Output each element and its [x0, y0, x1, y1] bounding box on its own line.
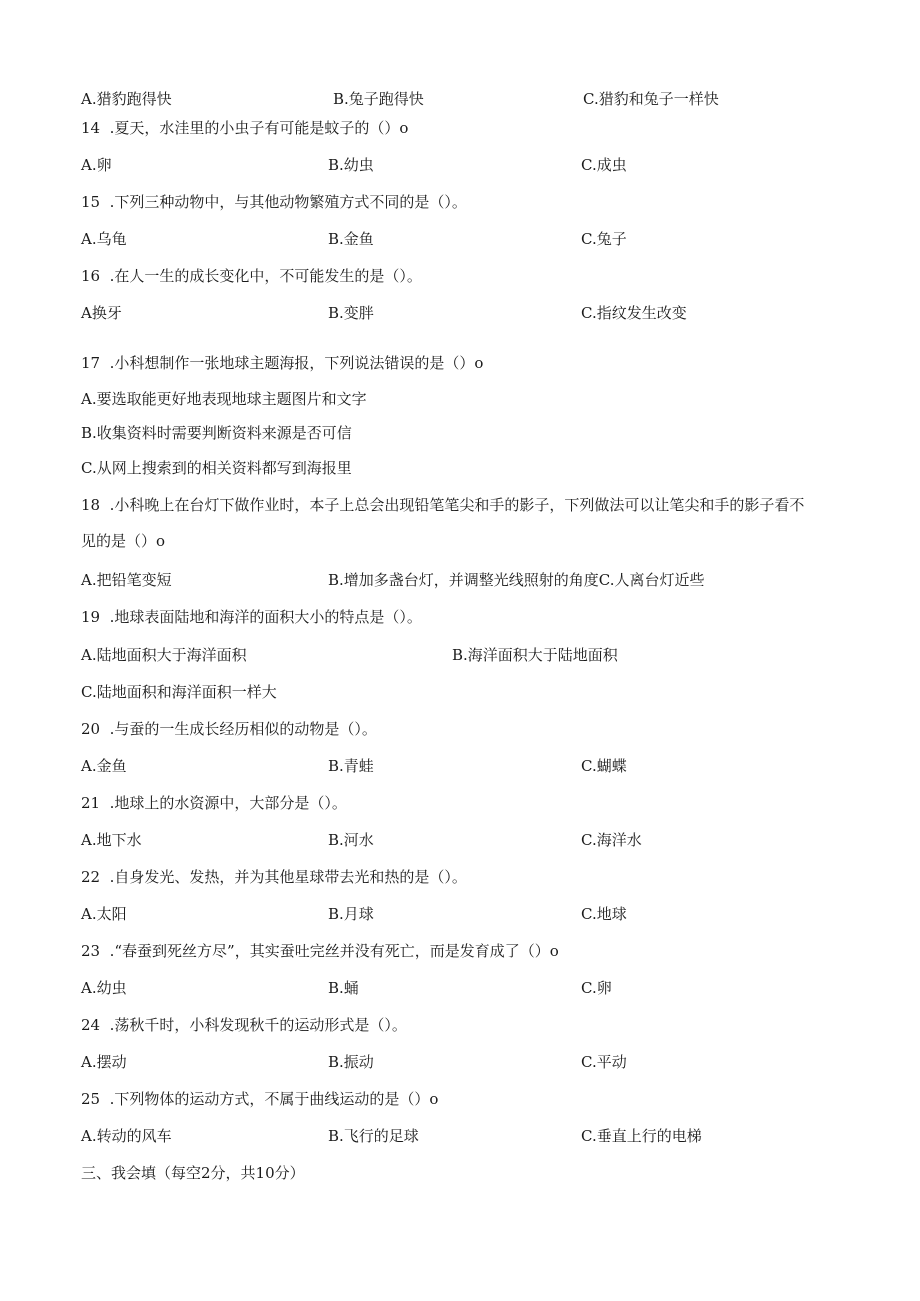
q20-stem: 20 .与蚕的一生成长经历相似的动物是（）。 — [81, 720, 377, 738]
q25-option-b: B.飞行的足球 — [328, 1127, 419, 1145]
q16-option-b: B.变胖 — [328, 304, 374, 322]
q21-stem: 21 .地球上的水资源中，大部分是（）。 — [81, 794, 347, 812]
q20-option-b: B.青蛙 — [328, 757, 374, 775]
q17-option-a: A.要选取能更好地表现地球主题图片和文字 — [81, 390, 367, 408]
q15-option-b: B.金鱼 — [328, 230, 374, 248]
q23-option-b: B.蛹 — [328, 979, 359, 997]
q25-option-c: C.垂直上行的电梯 — [581, 1127, 702, 1145]
q15-option-c: C.兔子 — [581, 230, 627, 248]
q22-option-a: A.太阳 — [81, 905, 127, 923]
q23-option-a: A.幼虫 — [81, 979, 127, 997]
q17-stem: 17 .小科想制作一张地球主题海报，下列说法错误的是（）o — [81, 354, 484, 372]
q18-stem-line1: 18 .小科晚上在台灯下做作业时，本子上总会出现铅笔笔尖和手的影子，下列做法可以让笔尖和手的影子看不 — [81, 496, 805, 514]
q19-option-c: C.陆地面积和海洋面积一样大 — [81, 683, 277, 701]
q25-option-a: A.转动的风车 — [81, 1127, 172, 1145]
q22-option-b: B.月球 — [328, 905, 374, 923]
q21-option-c: C.海洋水 — [581, 831, 642, 849]
q19-option-a: A.陆地面积大于海洋面积 — [81, 646, 247, 664]
q20-option-a: A.金鱼 — [81, 757, 127, 775]
q15-option-a: A.乌龟 — [81, 230, 127, 248]
q18-option-bc: B.增加多盏台灯，并调整光线照射的角度C.人离台灯近些 — [328, 571, 705, 589]
q13-option-a: A.猎豹跑得快 — [81, 90, 172, 108]
q18-option-a: A.把铅笔变短 — [81, 571, 172, 589]
q13-option-b: B.兔子跑得快 — [333, 90, 424, 108]
section-3-heading: 三、我会填（每空2分，共10分） — [81, 1164, 305, 1182]
q23-stem: 23 .“春蚕到死丝方尽”，其实蚕吐完丝并没有死亡，而是发育成了（）o — [81, 942, 559, 960]
q17-option-b: B.收集资料时需要判断资料来源是否可信 — [81, 424, 352, 442]
q24-option-a: A.摆动 — [81, 1053, 127, 1071]
q24-option-b: B.振动 — [328, 1053, 374, 1071]
q14-option-c: C.成虫 — [581, 156, 627, 174]
q19-stem: 19 .地球表面陆地和海洋的面积大小的特点是（）。 — [81, 608, 422, 626]
q14-stem: 14 .夏天，水洼里的小虫子有可能是蚊子的（）o — [81, 119, 409, 137]
q20-option-c: C.蝴蝶 — [581, 757, 627, 775]
q21-option-a: A.地下水 — [81, 831, 142, 849]
q16-stem: 16 .在人一生的成长变化中，不可能发生的是（）。 — [81, 267, 422, 285]
q15-stem: 15 .下列三种动物中，与其他动物繁殖方式不同的是（）。 — [81, 193, 467, 211]
q16-option-c: C.指纹发生改变 — [581, 304, 687, 322]
q14-option-a: A.卵 — [81, 156, 112, 174]
q21-option-b: B.河水 — [328, 831, 374, 849]
q23-option-c: C.卵 — [581, 979, 612, 997]
q25-stem: 25 .下列物体的运动方式，不属于曲线运动的是（）o — [81, 1090, 439, 1108]
q14-option-b: B.幼虫 — [328, 156, 374, 174]
q24-option-c: C.平动 — [581, 1053, 627, 1071]
q19-option-b: B.海洋面积大于陆地面积 — [452, 646, 618, 664]
q17-option-c: C.从网上搜索到的相关资料都写到海报里 — [81, 459, 352, 477]
q13-option-c: C.猎豹和兔子一样快 — [583, 90, 719, 108]
q22-option-c: C.地球 — [581, 905, 627, 923]
q16-option-a: A换牙 — [81, 304, 122, 322]
q22-stem: 22 .自身发光、发热，并为其他星球带去光和热的是（）。 — [81, 868, 467, 886]
q18-stem-line2: 见的是（）o — [81, 532, 166, 550]
q24-stem: 24 .荡秋千时，小科发现秋千的运动形式是（）。 — [81, 1016, 407, 1034]
